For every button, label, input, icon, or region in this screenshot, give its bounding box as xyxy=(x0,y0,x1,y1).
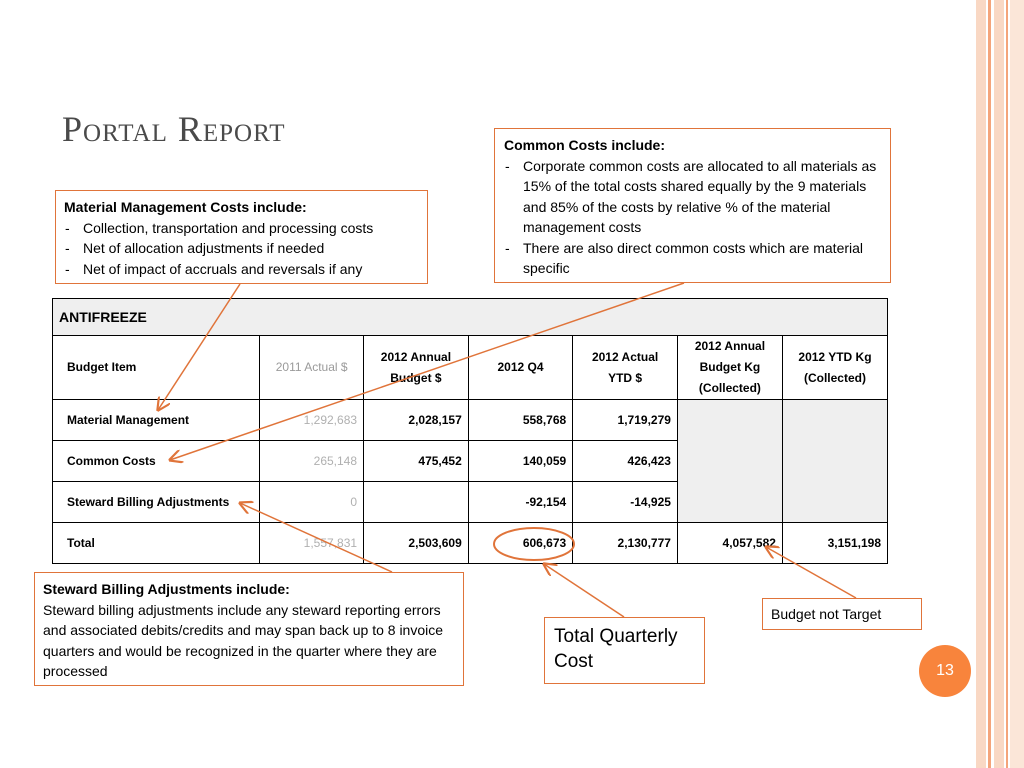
slide-title: Portal Report xyxy=(62,109,286,149)
callout-item: - Corporate common costs are allocated to all materials as 15% of the total costs shared equally by the 9 materials and 85% of the costs by relative % of the material management costs xyxy=(504,156,881,238)
cell-2011-actual: 265,148 xyxy=(260,441,364,482)
cell-2012-q4: 558,768 xyxy=(468,400,572,441)
arrow-budget-not-target xyxy=(766,547,856,598)
header-2012-actual-ytd: 2012 Actual YTD $ xyxy=(573,336,678,400)
callout-heading: Steward Billing Adjustments include: xyxy=(43,581,290,597)
cell-2012-actual-ytd: 1,719,279 xyxy=(573,400,678,441)
header-2012-annual-budget-kg: 2012 Annual Budget Kg (Collected) xyxy=(677,336,782,400)
cell-2012-q4: 606,673 xyxy=(468,523,572,564)
row-label: Steward Billing Adjustments xyxy=(53,482,260,523)
callout-body: Steward billing adjustments include any steward reporting errors and associated debits/credits and may span back up to 8 invoice quarters and would be recognized in the quarter where they are processed xyxy=(43,601,444,679)
highlight-q4-total xyxy=(494,528,574,560)
header-2012-ytd-kg: 2012 YTD Kg (Collected) xyxy=(782,336,887,400)
row-label: Common Costs xyxy=(53,441,260,482)
callout-item: - Collection, transportation and processing costs xyxy=(64,218,419,239)
cell-2011-actual: 0 xyxy=(260,482,364,523)
cell-2012-annual-budget: 2,028,157 xyxy=(364,400,469,441)
cell-2012-annual-budget-kg: 4,057,582 xyxy=(677,523,782,564)
header-2012-q4: 2012 Q4 xyxy=(468,336,572,400)
callout-heading: Material Management Costs include: xyxy=(64,199,307,215)
arrow-material-management xyxy=(158,284,240,410)
arrow-steward-billing xyxy=(240,503,392,572)
page-number-badge: 13 xyxy=(919,645,971,697)
row-label: Total xyxy=(53,523,260,564)
arrow-common-costs xyxy=(170,283,684,460)
cell-2012-actual-ytd: -14,925 xyxy=(573,482,678,523)
cell-2012-q4: -92,154 xyxy=(468,482,572,523)
header-budget-item: Budget Item xyxy=(53,336,260,400)
callout-item: - There are also direct common costs which are material specific xyxy=(504,238,881,279)
arrow-total-quarterly xyxy=(544,564,624,617)
section-title: ANTIFREEZE xyxy=(53,299,888,336)
callout-heading: Common Costs include: xyxy=(504,137,666,153)
row-label: Material Management xyxy=(53,400,260,441)
cell-2012-annual-budget: 475,452 xyxy=(364,441,469,482)
cell-2012-ytd-kg: 3,151,198 xyxy=(782,523,887,564)
callout-item: - Net of allocation adjustments if needed xyxy=(64,238,419,259)
total-quarterly-cost-callout: Total Quarterly Cost xyxy=(544,617,705,684)
header-2011-actual: 2011 Actual $ xyxy=(260,336,364,400)
callout-item: - Net of impact of accruals and reversals if any xyxy=(64,259,419,280)
cell-2011-actual: 1,292,683 xyxy=(260,400,364,441)
cell-2012-actual-ytd: 2,130,777 xyxy=(573,523,678,564)
cell-2012-q4: 140,059 xyxy=(468,441,572,482)
cell-2011-actual: 1,557,831 xyxy=(260,523,364,564)
budget-not-target-callout: Budget not Target xyxy=(762,598,922,630)
cell-2012-annual-budget: 2,503,609 xyxy=(364,523,469,564)
header-2012-annual-budget: 2012 Annual Budget $ xyxy=(364,336,469,400)
cell-2012-actual-ytd: 426,423 xyxy=(573,441,678,482)
